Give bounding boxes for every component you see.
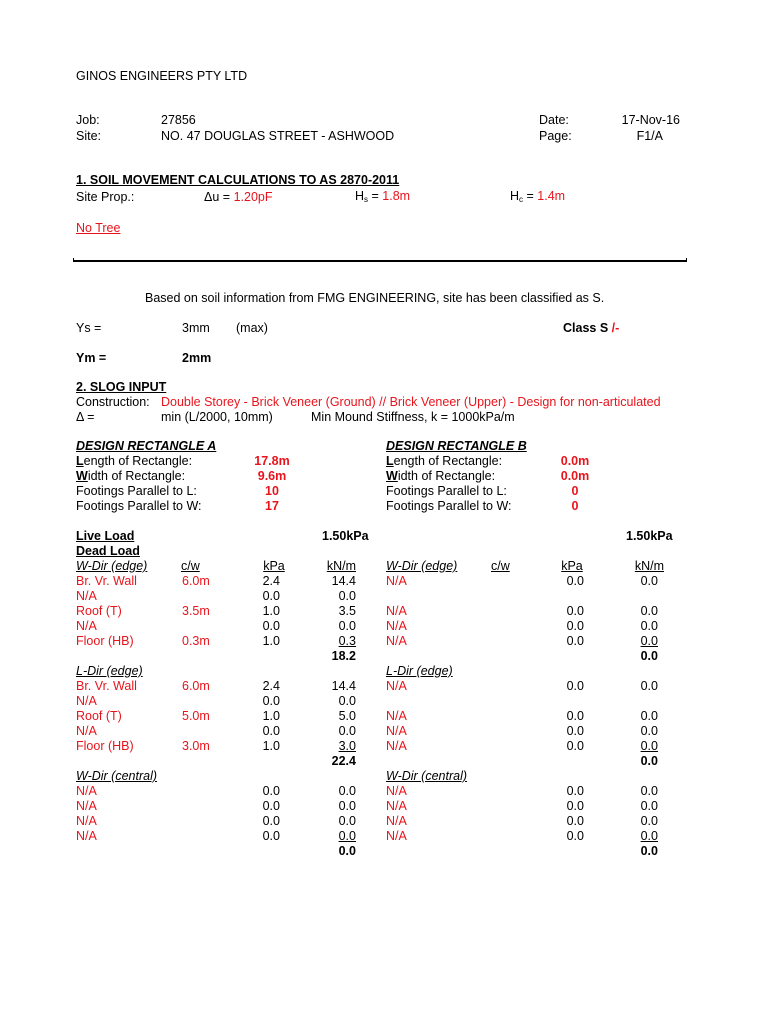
load-kpa-b: 0.0 bbox=[566, 799, 584, 813]
section1-title: 1. SOIL MOVEMENT CALCULATIONS TO AS 2870-2011 bbox=[76, 173, 400, 187]
live-load-b: 1.50kPa bbox=[626, 529, 673, 543]
load-kpa-a: 2.4 bbox=[262, 574, 280, 588]
no-tree-note: No Tree bbox=[76, 221, 121, 235]
live-load-a: 1.50kPa bbox=[322, 529, 369, 543]
hc-value: Hc = 1.4m bbox=[510, 189, 566, 204]
rect-b-length: 0.0m bbox=[560, 454, 590, 468]
load-cw-a: 6.0m bbox=[182, 574, 210, 588]
site-address: NO. 47 DOUGLAS STREET - ASHWOOD bbox=[161, 129, 395, 143]
construction-value: Double Storey - Brick Veneer (Ground) // Brick Veneer (Upper) - Design for non-articulated bbox=[161, 395, 661, 409]
column-knm-a: kN/m bbox=[326, 559, 356, 573]
load-item-b: N/A bbox=[386, 709, 407, 723]
load-knm-a: 0.0 bbox=[338, 814, 356, 828]
load-item-a: N/A bbox=[76, 619, 97, 633]
section-divider bbox=[73, 260, 687, 262]
load-kpa-a: 1.0 bbox=[262, 604, 280, 618]
load-knm-a: 0.0 bbox=[338, 799, 356, 813]
load-knm-b: 0.0 bbox=[640, 619, 658, 633]
job-label: Job: bbox=[76, 113, 100, 127]
block-title-b: L-Dir (edge) bbox=[386, 664, 453, 678]
site-class: Class S /- bbox=[563, 321, 620, 335]
load-kpa-a: 2.4 bbox=[262, 679, 280, 693]
load-knm-a: 0.0 bbox=[338, 829, 356, 843]
load-knm-b: 0.0 bbox=[640, 679, 658, 693]
load-item-a: Floor (HB) bbox=[76, 739, 134, 753]
load-kpa-a: 1.0 bbox=[262, 739, 280, 753]
load-item-a: Floor (HB) bbox=[76, 634, 134, 648]
rect-a-fpl: 10 bbox=[265, 484, 279, 498]
load-item-a: Roof (T) bbox=[76, 604, 122, 618]
load-knm-a: 0.0 bbox=[338, 784, 356, 798]
load-kpa-a: 0.0 bbox=[262, 829, 280, 843]
load-kpa-b: 0.0 bbox=[566, 604, 584, 618]
load-total-b: 0.0 bbox=[640, 649, 658, 663]
load-knm-b: 0.0 bbox=[640, 829, 658, 843]
load-cw-a: 3.0m bbox=[182, 739, 210, 753]
load-knm-a: 0.0 bbox=[338, 694, 356, 708]
column-knm-b: kN/m bbox=[634, 559, 664, 573]
load-item-a: N/A bbox=[76, 589, 97, 603]
ys-note: (max) bbox=[236, 321, 268, 335]
divider-end-left bbox=[73, 258, 74, 262]
load-item-b: N/A bbox=[386, 799, 407, 813]
classification-statement: Based on soil information from FMG ENGINEERING, site has been classified as S. bbox=[145, 291, 605, 305]
load-item-a: N/A bbox=[76, 784, 97, 798]
rect-a-title: DESIGN RECTANGLE A bbox=[76, 439, 217, 453]
ys-value: 3mm bbox=[182, 321, 210, 335]
load-kpa-b: 0.0 bbox=[566, 784, 584, 798]
site-prop-label: Site Prop.: bbox=[76, 190, 135, 204]
load-kpa-a: 0.0 bbox=[262, 799, 280, 813]
load-knm-a: 0.0 bbox=[338, 724, 356, 738]
load-knm-a: 3.5 bbox=[338, 604, 356, 618]
load-item-a: Br. Vr. Wall bbox=[76, 679, 137, 693]
load-item-b: N/A bbox=[386, 829, 407, 843]
load-kpa-a: 0.0 bbox=[262, 814, 280, 828]
load-knm-a: 0.0 bbox=[338, 589, 356, 603]
date-value: 17-Nov-16 bbox=[621, 113, 680, 127]
load-kpa-a: 1.0 bbox=[262, 709, 280, 723]
load-total-b: 0.0 bbox=[640, 844, 658, 858]
ym-label: Ym = bbox=[76, 351, 107, 365]
load-total-a: 22.4 bbox=[331, 754, 356, 768]
load-knm-b: 0.0 bbox=[640, 604, 658, 618]
load-kpa-b: 0.0 bbox=[566, 634, 584, 648]
live-load-label: Live Load bbox=[76, 529, 135, 543]
page-value: F1/A bbox=[636, 129, 663, 143]
rect-a-fpw: 17 bbox=[265, 499, 279, 513]
load-item-a: Br. Vr. Wall bbox=[76, 574, 137, 588]
load-item-b: N/A bbox=[386, 619, 407, 633]
load-kpa-b: 0.0 bbox=[566, 679, 584, 693]
load-knm-b: 0.0 bbox=[640, 799, 658, 813]
rect-b-fpw: 0 bbox=[571, 499, 579, 513]
load-kpa-a: 0.0 bbox=[262, 724, 280, 738]
date-label: Date: bbox=[539, 113, 569, 127]
section2-title: 2. SLOG INPUT bbox=[76, 380, 167, 394]
load-knm-a: 14.4 bbox=[331, 574, 356, 588]
load-item-b: N/A bbox=[386, 604, 407, 618]
mound-stiffness: Min Mound Stiffness, k = 1000kPa/m bbox=[311, 410, 515, 424]
rect-b-width: 0.0m bbox=[560, 469, 590, 483]
load-kpa-b: 0.0 bbox=[566, 724, 584, 738]
load-knm-b: 0.0 bbox=[640, 709, 658, 723]
job-number: 27856 bbox=[161, 113, 196, 127]
load-kpa-b: 0.0 bbox=[566, 739, 584, 753]
load-kpa-b: 0.0 bbox=[566, 829, 584, 843]
load-item-a: N/A bbox=[76, 829, 97, 843]
page-label: Page: bbox=[539, 129, 572, 143]
rect-a-length: 17.8m bbox=[254, 454, 290, 468]
rect-b-fpl: 0 bbox=[571, 484, 579, 498]
load-knm-a: 5.0 bbox=[338, 709, 356, 723]
load-kpa-b: 0.0 bbox=[566, 619, 584, 633]
load-item-a: N/A bbox=[76, 724, 97, 738]
delta-value: min (L/2000, 10mm) bbox=[161, 410, 273, 424]
load-total-a: 0.0 bbox=[338, 844, 356, 858]
block-title-b: W-Dir (edge) bbox=[386, 559, 458, 573]
load-item-b: N/A bbox=[386, 784, 407, 798]
delta-u: Δu = 1.20pF bbox=[204, 190, 273, 204]
load-total-a: 18.2 bbox=[331, 649, 356, 663]
block-title-a: L-Dir (edge) bbox=[76, 664, 143, 678]
load-item-b: N/A bbox=[386, 724, 407, 738]
load-item-b: N/A bbox=[386, 679, 407, 693]
delta-label: Δ = bbox=[76, 410, 95, 424]
load-cw-a: 5.0m bbox=[182, 709, 210, 723]
rect-a-width: 9.6m bbox=[257, 469, 287, 483]
rect-b-fpw-label: Footings Parallel to W: bbox=[386, 499, 512, 513]
load-kpa-a: 0.0 bbox=[262, 784, 280, 798]
rect-a-fpw-label: Footings Parallel to W: bbox=[76, 499, 202, 513]
load-kpa-a: 1.0 bbox=[262, 634, 280, 648]
block-title-a: W-Dir (edge) bbox=[76, 559, 148, 573]
rect-b-length-label: Length of Rectangle: bbox=[386, 454, 503, 468]
load-cw-a: 6.0m bbox=[182, 679, 210, 693]
load-knm-a: 14.4 bbox=[331, 679, 356, 693]
rect-b-width-label: Width of Rectangle: bbox=[386, 469, 496, 483]
load-kpa-a: 0.0 bbox=[262, 619, 280, 633]
load-knm-a: 0.0 bbox=[338, 619, 356, 633]
load-kpa-b: 0.0 bbox=[566, 814, 584, 828]
load-knm-b: 0.0 bbox=[640, 784, 658, 798]
column-kpa-b: kPa bbox=[561, 559, 583, 573]
load-knm-b: 0.0 bbox=[640, 739, 658, 753]
ys-label: Ys = bbox=[76, 321, 102, 335]
load-item-b: N/A bbox=[386, 739, 407, 753]
load-knm-b: 0.0 bbox=[640, 724, 658, 738]
load-cw-a: 3.5m bbox=[182, 604, 210, 618]
block-title-a: W-Dir (central) bbox=[76, 769, 158, 783]
construction-label: Construction: bbox=[76, 395, 150, 409]
ym-value: 2mm bbox=[182, 351, 212, 365]
rect-b-title: DESIGN RECTANGLE B bbox=[386, 439, 527, 453]
load-item-b: N/A bbox=[386, 814, 407, 828]
load-item-a: N/A bbox=[76, 694, 97, 708]
load-knm-b: 0.0 bbox=[640, 574, 658, 588]
load-item-b: N/A bbox=[386, 634, 407, 648]
load-kpa-a: 0.0 bbox=[262, 694, 280, 708]
column-cw-b: c/w bbox=[491, 559, 510, 573]
divider-end-right bbox=[686, 258, 687, 262]
load-item-b: N/A bbox=[386, 574, 407, 588]
rect-a-fpl-label: Footings Parallel to L: bbox=[76, 484, 197, 498]
load-knm-a: 3.0 bbox=[338, 739, 356, 753]
load-knm-b: 0.0 bbox=[640, 814, 658, 828]
site-label: Site: bbox=[76, 129, 102, 143]
load-item-a: Roof (T) bbox=[76, 709, 122, 723]
load-knm-a: 0.3 bbox=[338, 634, 356, 648]
hs-value: Hs = 1.8m bbox=[355, 189, 411, 204]
rect-a-width-label: Width of Rectangle: bbox=[76, 469, 186, 483]
column-cw-a: c/w bbox=[181, 559, 200, 573]
load-item-a: N/A bbox=[76, 799, 97, 813]
block-title-b: W-Dir (central) bbox=[386, 769, 468, 783]
load-kpa-b: 0.0 bbox=[566, 709, 584, 723]
rect-b-fpl-label: Footings Parallel to L: bbox=[386, 484, 507, 498]
rect-a-length-label: Length of Rectangle: bbox=[76, 454, 193, 468]
dead-load-label: Dead Load bbox=[76, 544, 140, 558]
column-kpa-a: kPa bbox=[263, 559, 285, 573]
load-knm-b: 0.0 bbox=[640, 634, 658, 648]
load-cw-a: 0.3m bbox=[182, 634, 210, 648]
load-item-a: N/A bbox=[76, 814, 97, 828]
load-kpa-a: 0.0 bbox=[262, 589, 280, 603]
company-name: GINOS ENGINEERS PTY LTD bbox=[76, 69, 248, 83]
load-total-b: 0.0 bbox=[640, 754, 658, 768]
load-kpa-b: 0.0 bbox=[566, 574, 584, 588]
